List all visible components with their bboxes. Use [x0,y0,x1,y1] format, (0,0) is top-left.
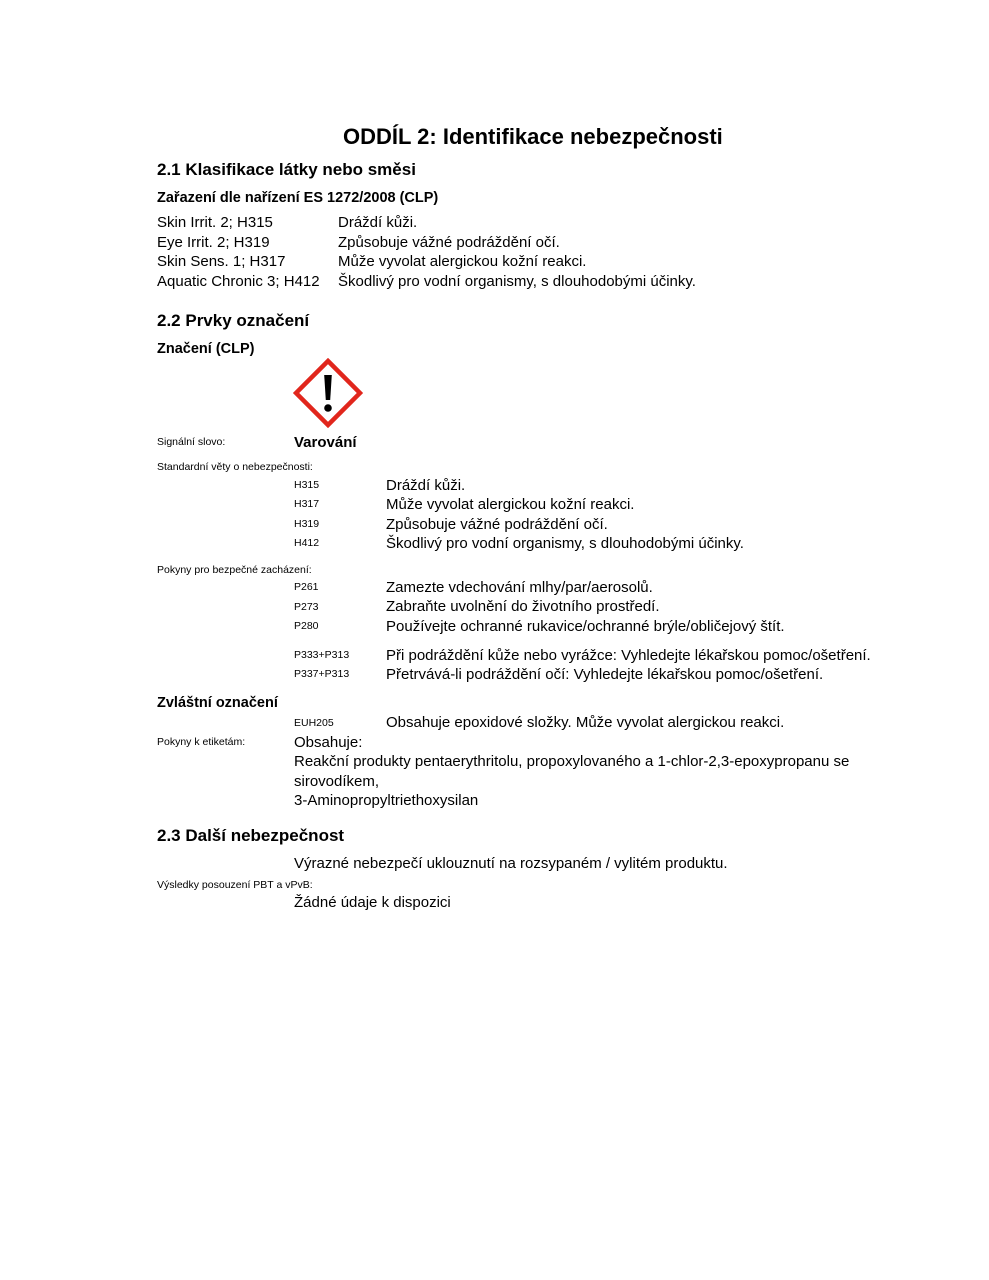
classification-code: Eye Irrit. 2; H319 [157,234,270,251]
precaution-text: Zabraňte uvolnění do životního prostředí. [386,598,660,615]
hazard-code: H317 [294,498,320,510]
clp-labelling-subheading: Značení (CLP) [157,341,255,357]
classification-text: Způsobuje vážné podráždění očí. [338,234,560,251]
precaution-code: P280 [294,620,319,632]
hazard-statements-label: Standardní věty o nebezpečnosti: [157,461,313,473]
precaution-text: Používejte ochranné rukavice/ochranné brýle/obličejový štít. [386,618,785,635]
hazard-text: Způsobuje vážné podráždění očí. [386,516,608,533]
label-instructions-line: Obsahuje: [294,734,363,751]
clp-classification-subheading: Zařazení dle nařízení ES 1272/2008 (CLP) [157,190,439,206]
label-instructions-line: sirovodíkem, [294,773,380,790]
section-2-2-heading: 2.2 Prvky označení [157,311,310,330]
precautionary-statements-label: Pokyny pro bezpečné zacházení: [157,564,312,576]
hazard-text: Může vyvolat alergickou kožní reakci. [386,496,635,513]
other-hazards-text: Výrazné nebezpečí uklouznutí na rozsypaném / vylitém produktu. [294,855,728,872]
classification-code: Skin Irrit. 2; H315 [157,214,273,231]
precaution-code: P333+P313 [294,649,350,661]
precaution-text: Přetrvává-li podráždění očí: Vyhledejte lékařskou pomoc/ošetření. [386,666,824,683]
precaution-code: P261 [294,581,319,593]
pbt-assessment-text: Žádné údaje k dispozici [294,894,451,911]
hazard-text: Dráždí kůži. [386,477,466,494]
signal-word-label: Signální slovo: [157,436,226,448]
euh-text: Obsahuje epoxidové složky. Může vyvolat alergickou reakci. [386,714,785,731]
hazard-text: Škodlivý pro vodní organismy, s dlouhodobými účinky. [386,535,744,552]
precaution-code: P273 [294,601,319,613]
classification-text: Může vyvolat alergickou kožní reakci. [338,253,587,270]
pbt-assessment-label: Výsledky posouzení PBT a vPvB: [157,879,313,891]
classification-code: Skin Sens. 1; H317 [157,253,286,270]
label-instructions-line: Reakční produkty pentaerythritolu, propoxylovaného a 1-chlor-2,3-epoxypropanu se [294,753,850,770]
special-labelling-heading: Zvláštní označení [157,695,278,711]
precaution-code: P337+P313 [294,668,350,680]
precaution-text: Při podráždění kůže nebo vyrážce: Vyhledejte lékařskou pomoc/ošetření. [386,647,871,664]
label-instructions-line: 3-Aminopropyltriethoxysilan [294,792,479,809]
classification-text: Škodlivý pro vodní organismy, s dlouhodobými účinky. [338,273,696,290]
hazard-code: H412 [294,537,320,549]
page-title: ODDÍL 2: Identifikace nebezpečnosti [343,124,723,149]
section-2-1-heading: 2.1 Klasifikace látky nebo směsi [157,160,416,179]
hazard-code: H315 [294,479,320,491]
label-instructions-label: Pokyny k etiketám: [157,736,246,748]
section-2-3-heading: 2.3 Další nebezpečnost [157,826,345,845]
precaution-text: Zamezte vdechování mlhy/par/aerosolů. [386,579,653,596]
exclamation-mark-hazard-icon [293,358,363,428]
classification-text: Dráždí kůži. [338,214,418,231]
signal-word: Varování [294,434,357,451]
hazard-code: H319 [294,518,320,530]
euh-code: EUH205 [294,717,334,729]
classification-code: Aquatic Chronic 3; H412 [157,273,320,290]
